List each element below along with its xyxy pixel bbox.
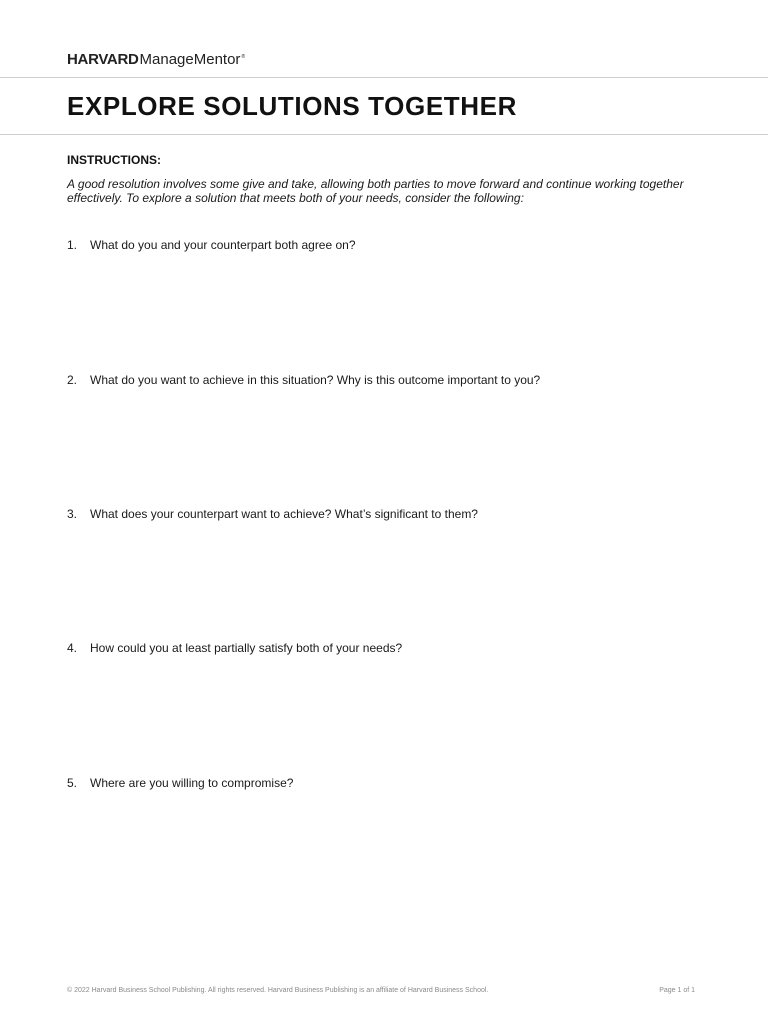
question-number: 2.	[67, 373, 78, 387]
question-number: 3.	[67, 507, 78, 521]
footer-copyright: © 2022 Harvard Business School Publishing. All rights reserved. Harvard Business Publishing is an affiliate of Harvard Business School.	[67, 987, 489, 994]
harvard-managementor-logo	[67, 51, 245, 69]
question-number: 1.	[67, 238, 78, 252]
question-3	[67, 507, 478, 521]
question-4	[67, 641, 402, 655]
question-text: What does your counterpart want to achieve? What’s significant to them?	[90, 507, 478, 521]
question-number: 5.	[67, 776, 78, 790]
instructions-text: A good resolution involves some give and take, allowing both parties to move forward and continue working together effectively. To explore a solution that meets both of your needs, consider the following:	[67, 177, 684, 205]
logo-product-text: ManageMentor	[139, 51, 241, 68]
question-text: What do you and your counterpart both agree on?	[90, 238, 356, 252]
question-text: What do you want to achieve in this situation? Why is this outcome important to you?	[90, 373, 541, 387]
question-text: How could you at least partially satisfy both of your needs?	[90, 641, 403, 655]
question-2	[67, 373, 540, 387]
question-number: 4.	[67, 641, 78, 655]
page-title: EXPLORE SOLUTIONS TOGETHER	[67, 91, 517, 121]
question-1	[67, 238, 356, 252]
logo-trademark: ®	[241, 54, 246, 60]
header-divider-top	[0, 77, 768, 78]
header-divider-bottom	[0, 134, 768, 135]
footer-page-number: Page 1 of 1	[659, 987, 695, 994]
question-5	[67, 776, 293, 790]
question-text: Where are you willing to compromise?	[90, 776, 294, 790]
instructions-heading: INSTRUCTIONS:	[67, 153, 161, 167]
logo-brand-text: HARVARD	[67, 51, 139, 68]
